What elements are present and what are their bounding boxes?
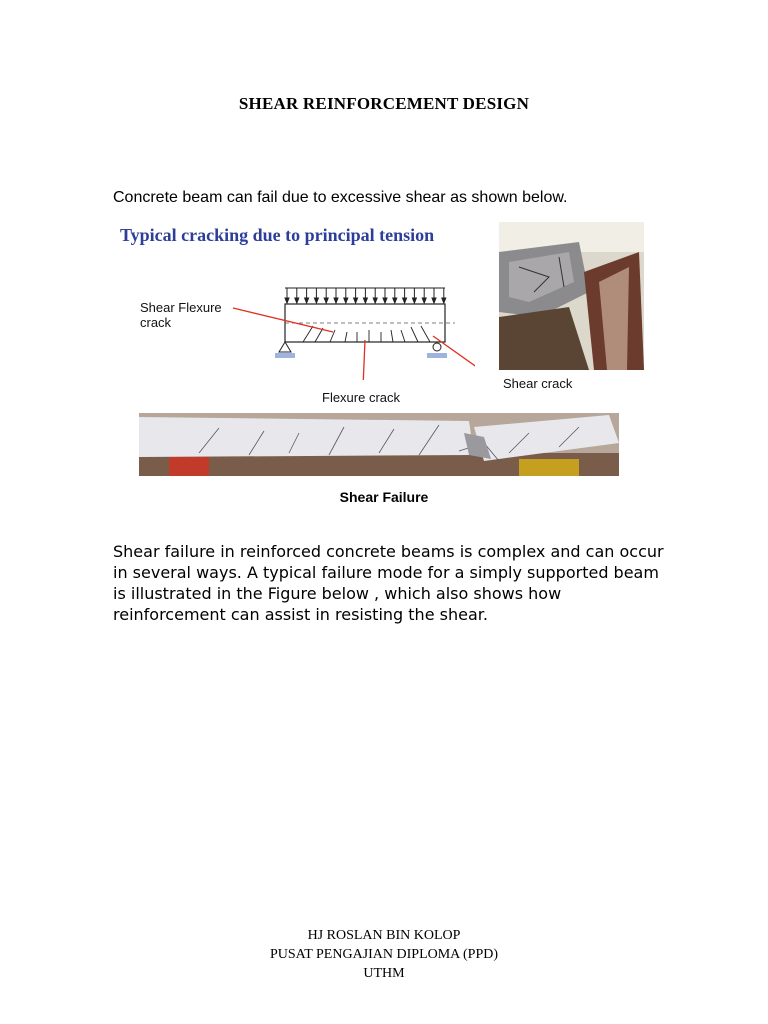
load-arrow-head <box>373 298 377 303</box>
beam-diagram <box>135 280 475 380</box>
load-arrow-head <box>363 298 367 303</box>
load-arrow-head <box>285 298 289 303</box>
cracks <box>303 326 430 342</box>
label-shear-flexure: Shear Flexure crack <box>140 300 222 330</box>
load-arrow-head <box>422 298 426 303</box>
label-flexure-crack: Flexure crack <box>322 390 401 405</box>
load-arrow-head <box>324 298 328 303</box>
right-support <box>427 343 447 358</box>
load-arrow-head <box>334 298 338 303</box>
load-arrow-head <box>354 298 358 303</box>
footer-author: HJ ROSLAN BIN KOLOP <box>307 928 461 943</box>
load-arrow-group <box>285 288 446 303</box>
body-paragraph: Shear failure in reinforced concrete beams is complex and can occur in several ways. A typical failure mode for a simply supported beam is illustrated in the Figure below , which also shows how reinforcement can assist in resisting the shear. <box>113 542 664 624</box>
label-shear-crack: Shear crack <box>503 376 573 391</box>
footer-department: PUSAT PENGAJIAN DIPLOMA (PPD) <box>269 947 499 962</box>
page-title: SHEAR REINFORCEMENT DESIGN <box>238 94 530 113</box>
load-arrow-head <box>412 298 416 303</box>
load-arrow-head <box>305 298 309 303</box>
load-arrow-head <box>393 298 397 303</box>
load-arrow-head <box>403 298 407 303</box>
left-support <box>275 342 295 358</box>
footer <box>0 926 768 983</box>
load-arrow-head <box>295 298 299 303</box>
load-arrow-head <box>442 298 446 303</box>
annotation-arrows <box>233 308 475 380</box>
photo-shear-failure-beam <box>139 413 619 476</box>
photo-failed-beam-corner <box>499 222 644 370</box>
figure-title: Typical cracking due to principal tension <box>120 225 435 245</box>
load-arrow-head <box>314 298 318 303</box>
load-arrow-head <box>432 298 436 303</box>
load-arrow-head <box>383 298 387 303</box>
figure-caption: Shear Failure <box>339 489 429 505</box>
intro-text: Concrete beam can fail due to excessive shear as shown below. <box>113 189 568 206</box>
load-arrow-head <box>344 298 348 303</box>
footer-institution: UTHM <box>363 966 405 981</box>
